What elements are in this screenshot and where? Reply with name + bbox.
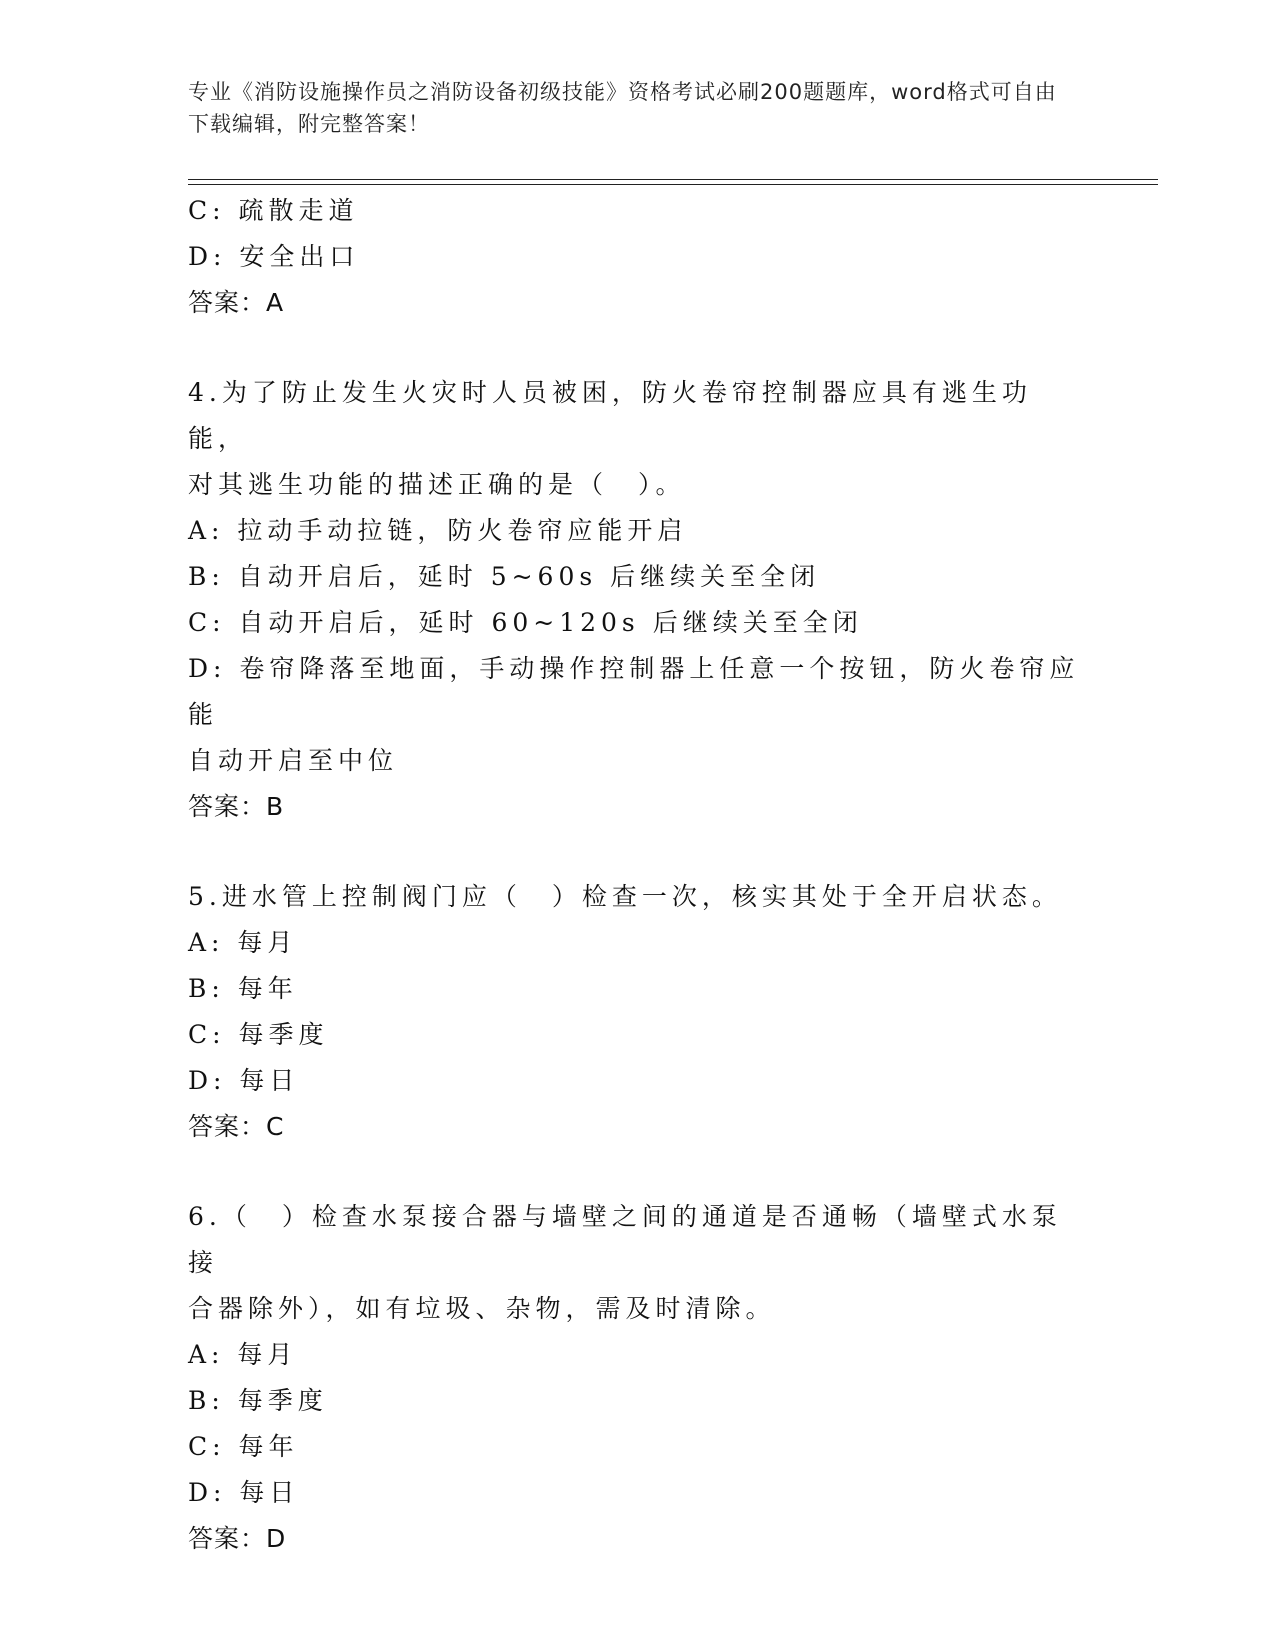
option-b: B: 自动开启后，延时 5~60s 后继续关至全闭 <box>188 562 821 591</box>
option-d: D: 每日 <box>188 1066 300 1095</box>
answer-label: 答案：C <box>188 1112 285 1141</box>
question-stem-continued: 合器除外），如有垃圾、杂物，需及时清除。 <box>188 1294 776 1323</box>
spacer <box>188 1150 1088 1194</box>
option-d: D: 安全出口 <box>188 242 360 271</box>
answer-label: 答案：A <box>188 288 285 317</box>
option-d-continued: 自动开启至中位 <box>188 746 399 775</box>
option-d: D: 卷帘降落至地面，手动操作控制器上任意一个按钮，防火卷帘应能 <box>188 654 1080 729</box>
answer-label: 答案：D <box>188 1524 287 1553</box>
answer-label: 答案：B <box>188 792 285 821</box>
question-stem: 5.进水管上控制阀门应（ ）检查一次，核实其处于全开启状态。 <box>188 882 1062 911</box>
question-6 <box>188 1194 1088 1562</box>
question-list <box>188 188 1088 1562</box>
option-c: C: 自动开启后，延时 60~120s 后继续关至全闭 <box>188 608 863 637</box>
question-4 <box>188 370 1088 830</box>
document-header: 专业《消防设施操作员之消防设备初级技能》资格考试必刷200题题库，word格式可自由下载编辑，附完整答案！ <box>188 80 1057 136</box>
spacer <box>188 326 1088 370</box>
question-stem: 6.（ ）检查水泵接合器与墙壁之间的通道是否通畅（墙壁式水泵接 <box>188 1202 1062 1277</box>
option-b: B: 每季度 <box>188 1386 328 1415</box>
question-stem: 4.为了防止发生火灾时人员被困，防火卷帘控制器应具有逃生功能， <box>188 378 1032 453</box>
option-d: D: 每日 <box>188 1478 300 1507</box>
option-a: A: 每月 <box>188 1340 298 1369</box>
question-stem-continued: 对其逃生功能的描述正确的是（ ）。 <box>188 470 686 499</box>
question-5 <box>188 874 1088 1150</box>
option-b: B: 每年 <box>188 974 298 1003</box>
question-3-tail <box>188 188 1088 326</box>
option-c: C: 每年 <box>188 1432 299 1461</box>
option-a: A: 每月 <box>188 928 298 957</box>
spacer <box>188 830 1088 874</box>
header-divider-top <box>188 179 1158 180</box>
option-c: C: 疏散走道 <box>188 196 359 225</box>
option-a: A: 拉动手动拉链，防火卷帘应能开启 <box>188 516 688 545</box>
option-c: C: 每季度 <box>188 1020 329 1049</box>
header-divider-bottom <box>188 184 1158 185</box>
